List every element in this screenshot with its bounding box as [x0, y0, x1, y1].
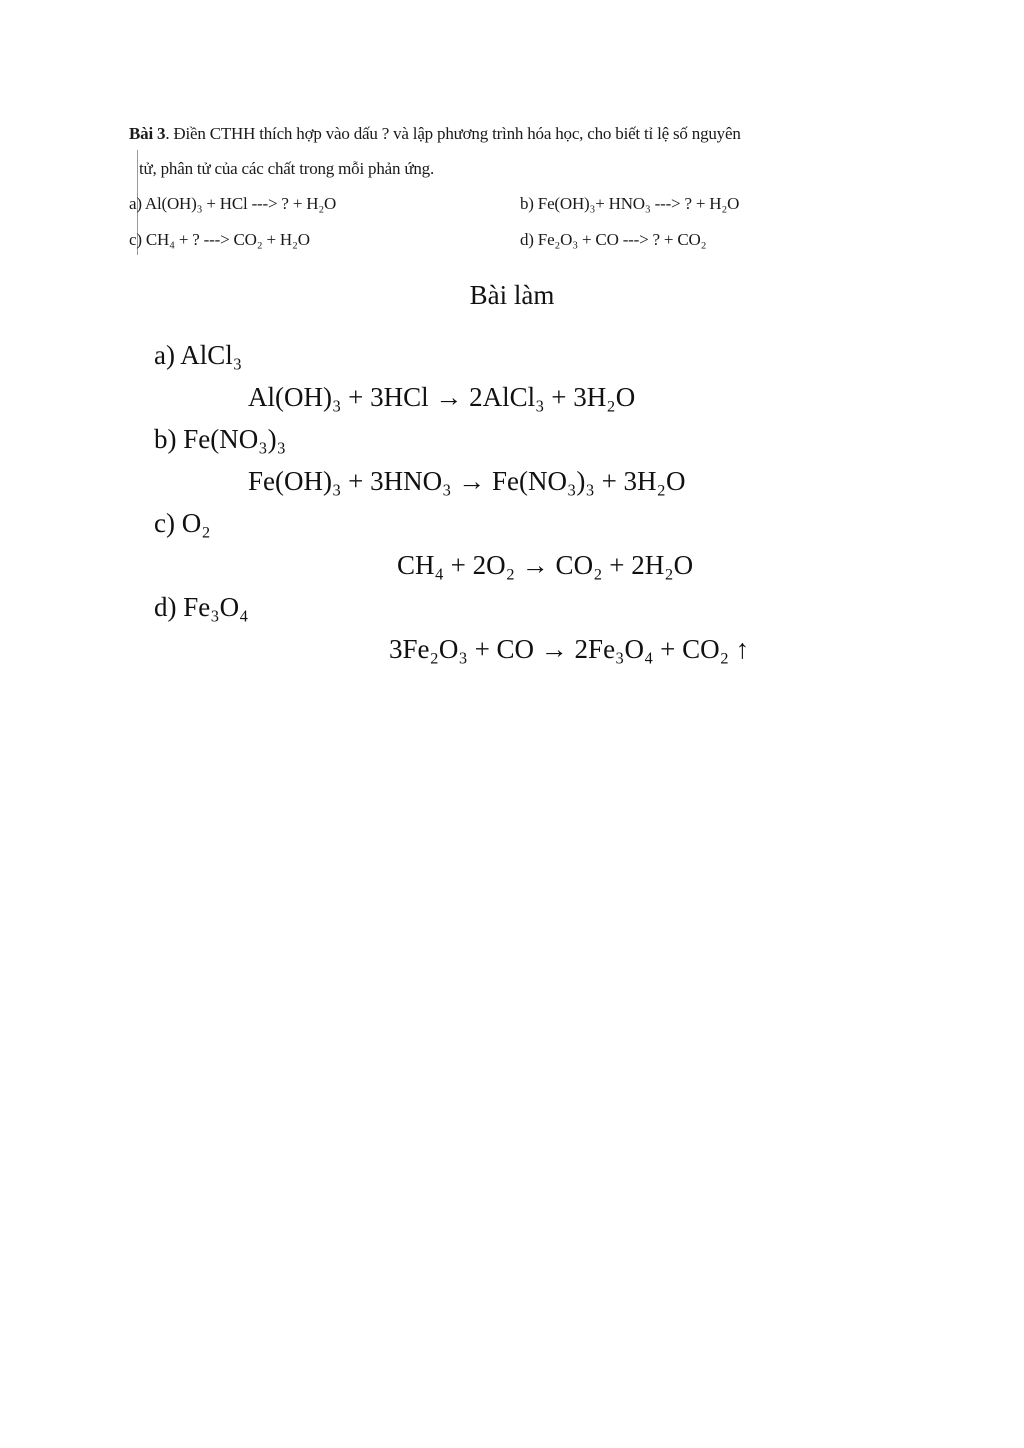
answer-title: Bài làm: [469, 280, 555, 310]
question-prompt-line1: [129, 124, 741, 144]
question-item-b: b) Fe(OH)₃+ HNO₃ ---> ? + H₂O: [520, 194, 740, 213]
answer-d-label: d) Fe₃O₄: [154, 592, 249, 622]
answer-a-label: a) AlCl₃: [154, 340, 243, 370]
answer-c-label: c) O₂: [154, 508, 211, 538]
question-prompt-text: . Điền CTHH thích hợp vào dấu ? và lập phương trình hóa học, cho biết tỉ lệ số nguyên: [165, 124, 741, 143]
answer-b-label: b) Fe(NO₃)₃: [154, 424, 287, 454]
answer-d-equation: 3Fe₂O₃ + CO → 2Fe₃O₄ + CO₂ ↑: [389, 634, 750, 664]
question-item-d: d) Fe₂O₃ + CO ---> ? + CO₂: [520, 230, 707, 249]
question-prompt-line2: tử, phân tử của các chất trong mỗi phản ứng.: [139, 159, 435, 178]
question-item-c: c) CH₄ + ? ---> CO₂ + H₂O: [129, 230, 310, 249]
question-item-a: a) Al(OH)₃ + HCl ---> ? + H₂O: [129, 194, 337, 213]
answer-a-equation: Al(OH)₃ + 3HCl → 2AlCl₃ + 3H₂O: [248, 382, 636, 412]
answer-c-equation: CH₄ + 2O₂ → CO₂ + 2H₂O: [397, 550, 694, 580]
answer-b-equation: Fe(OH)₃ + 3HNO₃ → Fe(NO₃)₃ + 3H₂O: [248, 466, 686, 496]
question-number: Bài 3: [129, 124, 166, 143]
